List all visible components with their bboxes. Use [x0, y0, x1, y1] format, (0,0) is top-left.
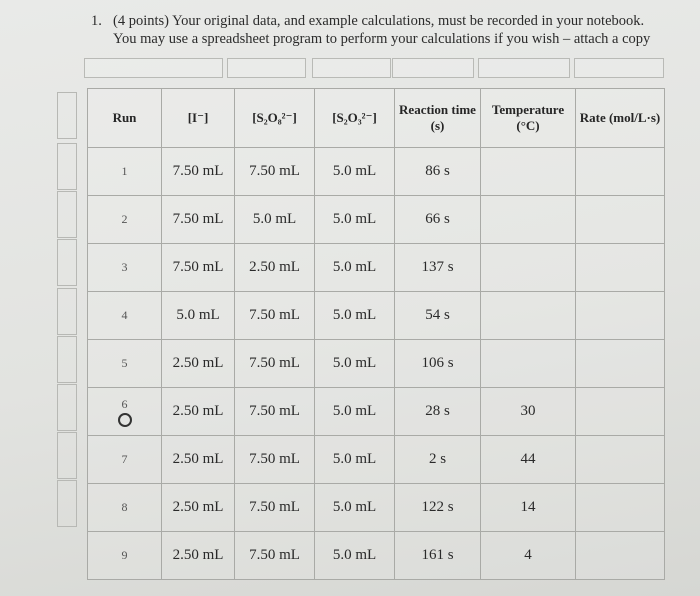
table-row — [88, 388, 665, 436]
header-persulfate: [S₂O₈²⁻] — [235, 89, 315, 148]
cell-rate[interactable] — [576, 436, 665, 484]
cell-temperature[interactable]: 44 — [481, 436, 576, 484]
ghost-cell — [57, 288, 77, 335]
cell-run: 7 — [88, 436, 162, 484]
header-row — [88, 89, 665, 148]
cell-persulfate: 7.50 mL — [235, 436, 315, 484]
cell-temperature[interactable] — [481, 196, 576, 244]
cell-thiosulfate: 5.0 mL — [315, 148, 395, 196]
cell-run: 4 — [88, 292, 162, 340]
header-thiosulfate: [S₂O₃²⁻] — [315, 89, 395, 148]
ghost-cell — [478, 58, 570, 78]
data-table — [87, 88, 665, 580]
ghost-cell — [57, 143, 77, 190]
table-row — [88, 484, 665, 532]
cell-rate[interactable] — [576, 292, 665, 340]
cell-reaction-time: 122 s — [395, 484, 481, 532]
ghost-cell — [57, 336, 77, 383]
cell-thiosulfate: 5.0 mL — [315, 292, 395, 340]
instructions-text-1: (4 points) Your original data, and example calculations, must be recorded in your notebook. — [113, 13, 645, 29]
cell-thiosulfate: 5.0 mL — [315, 532, 395, 580]
cell-reaction-time: 66 s — [395, 196, 481, 244]
cell-iodide: 2.50 mL — [162, 436, 235, 484]
cell-rate[interactable] — [576, 388, 665, 436]
ghost-cell — [392, 58, 474, 78]
cell-run: 8 — [88, 484, 162, 532]
cell-rate[interactable] — [576, 340, 665, 388]
cell-persulfate: 7.50 mL — [235, 148, 315, 196]
cell-run: 3 — [88, 244, 162, 292]
table-row — [88, 148, 665, 196]
cell-rate[interactable] — [576, 148, 665, 196]
cell-iodide: 7.50 mL — [162, 196, 235, 244]
cell-thiosulfate: 5.0 mL — [315, 340, 395, 388]
cell-persulfate: 2.50 mL — [235, 244, 315, 292]
cell-iodide: 2.50 mL — [162, 484, 235, 532]
cell-reaction-time: 161 s — [395, 532, 481, 580]
cell-run: 2 — [88, 196, 162, 244]
ghost-cell — [57, 191, 77, 238]
cell-persulfate: 7.50 mL — [235, 292, 315, 340]
ghost-cell — [57, 92, 77, 139]
ghost-cell — [57, 480, 77, 527]
cell-thiosulfate: 5.0 mL — [315, 388, 395, 436]
cell-reaction-time: 106 s — [395, 340, 481, 388]
cell-thiosulfate: 5.0 mL — [315, 244, 395, 292]
cell-thiosulfate: 5.0 mL — [315, 484, 395, 532]
cell-reaction-time: 2 s — [395, 436, 481, 484]
cell-temperature[interactable] — [481, 148, 576, 196]
cell-run: 5 — [88, 340, 162, 388]
run-number: 6 — [121, 396, 128, 411]
cell-rate[interactable] — [576, 532, 665, 580]
header-temperature: Temperature (°C) — [481, 89, 576, 148]
instructions — [91, 12, 691, 48]
ghost-cell — [57, 384, 77, 431]
ghost-cell — [574, 58, 664, 78]
cell-reaction-time: 28 s — [395, 388, 481, 436]
cell-temperature[interactable] — [481, 244, 576, 292]
ghost-cell — [57, 432, 77, 479]
cell-iodide: 2.50 mL — [162, 532, 235, 580]
cell-reaction-time: 137 s — [395, 244, 481, 292]
cell-reaction-time: 54 s — [395, 292, 481, 340]
ghost-cell — [227, 58, 306, 78]
cell-persulfate: 7.50 mL — [235, 340, 315, 388]
ghost-cell — [84, 58, 223, 78]
cell-iodide: 7.50 mL — [162, 148, 235, 196]
header-run: Run — [88, 89, 162, 148]
circle-mark-icon — [118, 413, 132, 427]
ghost-cell — [312, 58, 391, 78]
table-row — [88, 532, 665, 580]
cell-rate[interactable] — [576, 484, 665, 532]
question-number: 1. — [91, 13, 102, 29]
table-row — [88, 436, 665, 484]
cell-iodide: 2.50 mL — [162, 388, 235, 436]
cell-iodide: 2.50 mL — [162, 340, 235, 388]
cell-thiosulfate: 5.0 mL — [315, 196, 395, 244]
cell-iodide: 5.0 mL — [162, 292, 235, 340]
cell-reaction-time: 86 s — [395, 148, 481, 196]
cell-persulfate: 7.50 mL — [235, 532, 315, 580]
cell-temperature[interactable]: 14 — [481, 484, 576, 532]
cell-temperature[interactable] — [481, 340, 576, 388]
instructions-line-1 — [91, 12, 691, 30]
cell-persulfate: 7.50 mL — [235, 484, 315, 532]
cell-temperature[interactable]: 4 — [481, 532, 576, 580]
ghost-cell — [57, 239, 77, 286]
table-row — [88, 292, 665, 340]
table-row — [88, 244, 665, 292]
cell-thiosulfate: 5.0 mL — [315, 436, 395, 484]
cell-run — [88, 388, 162, 436]
header-rate: Rate (mol/L·s) — [576, 89, 665, 148]
cell-rate[interactable] — [576, 244, 665, 292]
header-iodide: [I⁻] — [162, 89, 235, 148]
cell-iodide: 7.50 mL — [162, 244, 235, 292]
cell-persulfate: 7.50 mL — [235, 388, 315, 436]
cell-persulfate: 5.0 mL — [235, 196, 315, 244]
table-row — [88, 196, 665, 244]
cell-run: 9 — [88, 532, 162, 580]
table-row — [88, 340, 665, 388]
instructions-line-2: You may use a spreadsheet program to perform your calculations if you wish – attach a copy — [113, 31, 651, 47]
cell-run: 1 — [88, 148, 162, 196]
header-reaction-time: Reaction time (s) — [395, 89, 481, 148]
cell-temperature[interactable]: 30 — [481, 388, 576, 436]
cell-rate[interactable] — [576, 196, 665, 244]
cell-temperature[interactable] — [481, 292, 576, 340]
